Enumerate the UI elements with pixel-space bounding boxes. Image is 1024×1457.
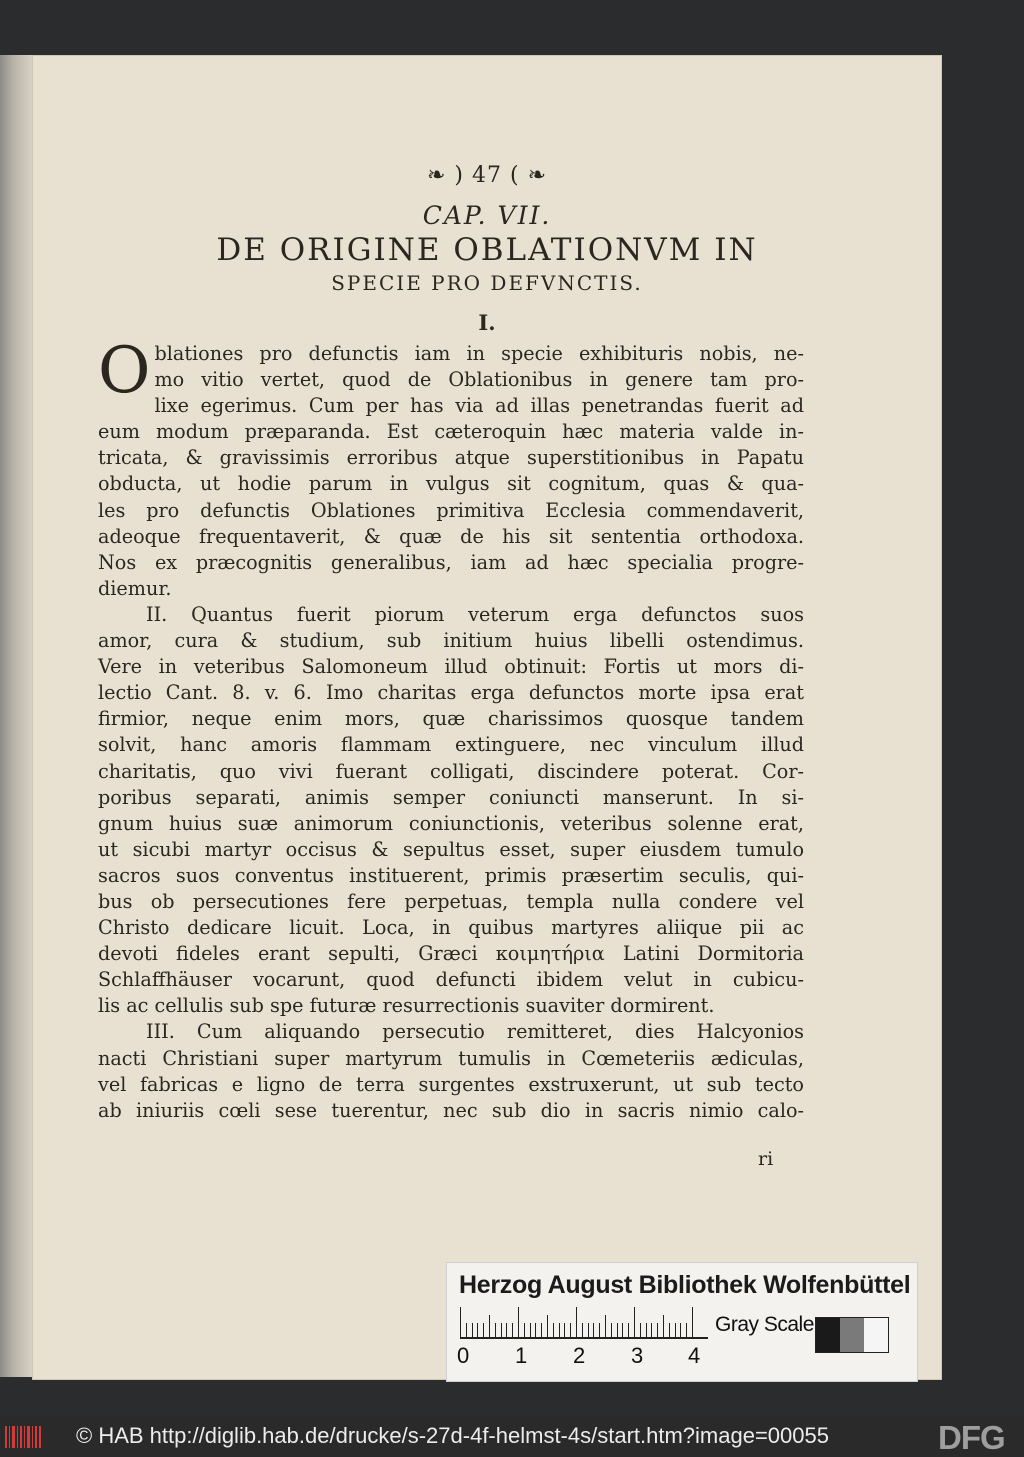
color-calibration-card	[446, 1262, 918, 1382]
footer-bar	[0, 1416, 1024, 1456]
card-title: Herzog August Bibliothek Wolfenbüttel	[459, 1271, 911, 1299]
text-line: tricata, & gravissimis erroribus atque superstitionibus in Papatu	[98, 446, 804, 470]
gray-swatch-light	[864, 1318, 888, 1352]
text-line: poribus separati, animis semper coniuncti manserunt. In si-	[98, 785, 804, 809]
text-line: Christo dedicare licuit. Loca, in quibus martyres aliique pii ac	[98, 916, 804, 940]
text-line: nacti Christiani super martyrum tumulis in Cœmeteriis ædiculas,	[98, 1046, 804, 1070]
ruler-tick	[634, 1307, 635, 1337]
text-line: ab iniuriis cœli sese tuerentur, nec sub dio in sacris nimio calo-	[98, 1098, 804, 1122]
scanned-page	[32, 55, 942, 1380]
ruler-tick	[680, 1323, 681, 1337]
ruler-tick	[669, 1323, 670, 1337]
ruler-tick	[657, 1323, 658, 1337]
ruler-number: 3	[631, 1343, 644, 1368]
catchword: ri	[758, 1148, 774, 1170]
ruler-number: 4	[688, 1343, 701, 1368]
ruler-number: 1	[515, 1343, 528, 1368]
ruler-tick	[541, 1323, 542, 1337]
ruler-tick	[518, 1307, 519, 1337]
text-line: blationes pro defunctis iam in specie exhibituris nobis, ne-	[154, 342, 804, 365]
text-line: obducta, ut hodie parum in vulgus sit cognitum, quas & qua-	[98, 472, 804, 496]
ruler-tick	[599, 1323, 600, 1337]
text-line: lectio Cant. 8. v. 6. Imo charitas erga defunctos morte ipsa erat	[98, 681, 804, 705]
ruler-tick	[506, 1323, 507, 1337]
section-number: I.	[478, 310, 496, 335]
text-line: bus ob persecutiones fere perpetuas, templa nulla condere vel	[98, 889, 804, 913]
ruler-tick	[483, 1323, 484, 1337]
ruler-tick	[559, 1323, 560, 1337]
gray-swatch-dark	[816, 1318, 840, 1352]
text-line: Nos ex præcognitis generalibus, iam ad hæc specialia progre-	[98, 550, 804, 574]
ruler-tick	[617, 1323, 618, 1337]
text-line: adeoque frequentaverit, & quæ de his sit sententia orthodoxa.	[98, 524, 804, 548]
ruler-tick	[530, 1323, 531, 1337]
ruler-tick	[663, 1315, 664, 1337]
ruler-tick	[489, 1315, 490, 1337]
ruler-tick	[576, 1307, 577, 1337]
text-line: vel fabricas e ligno de terra surgentes exstruxerunt, ut sub tecto	[98, 1072, 804, 1096]
ruler-tick	[553, 1323, 554, 1337]
ruler-tick	[460, 1307, 461, 1337]
ruler-tick	[651, 1323, 652, 1337]
ruler-tick	[512, 1323, 513, 1337]
ruler-tick	[524, 1323, 525, 1337]
text-line: eum modum præparanda. Est cæteroquin hæc materia valde in-	[98, 420, 804, 444]
body-text	[98, 334, 804, 1124]
ruler-tick	[477, 1323, 478, 1337]
chapter-title-line-1: DE ORIGINE OBLATIONVM IN	[216, 232, 758, 268]
ruler-tick	[622, 1323, 623, 1337]
ruler-tick	[501, 1323, 502, 1337]
text-line: solvit, hanc amoris flammam extinguere, nec vinculum illud	[98, 733, 804, 757]
ruler-tick	[570, 1323, 571, 1337]
ruler-tick	[640, 1323, 641, 1337]
gray-scale-label: Gray Scale	[715, 1313, 814, 1336]
ruler-tick	[535, 1323, 536, 1337]
ruler-tick	[692, 1307, 693, 1337]
chapter-label: CAP. VII.	[422, 201, 552, 230]
text-line: les pro defunctis Oblationes primitiva Ecclesia commendaverit,	[98, 498, 804, 522]
ruler-tick	[582, 1323, 583, 1337]
ruler-tick	[593, 1323, 594, 1337]
page-header: ❧ ) 47 ( ❧	[427, 163, 547, 188]
text-line: firmior, neque enim mors, quæ charissimos quosque tandem	[98, 707, 804, 731]
text-line: sacros suos conventus instituerent, primis præsertim seculis, qui-	[98, 863, 804, 887]
chapter-title-line-2: SPECIE PRO DEFVNCTIS.	[331, 271, 643, 295]
text-line: diemur.	[98, 576, 172, 600]
text-line: lis ac cellulis sub spe futuræ resurrectionis suaviter dormirent.	[98, 994, 715, 1018]
text-line: ut sicubi martyr occisus & sepultus esset, super eiusdem tumulo	[98, 837, 804, 861]
ruler-tick	[466, 1323, 467, 1337]
gray-swatch-mid	[840, 1318, 864, 1352]
barcode-icon	[4, 1424, 44, 1450]
ruler-tick	[675, 1323, 676, 1337]
gray-scale-swatches	[815, 1317, 889, 1353]
ruler-tick	[628, 1323, 629, 1337]
ruler-tick	[588, 1323, 589, 1337]
ruler-number: 0	[457, 1343, 470, 1368]
text-line: amor, cura & studium, sub initium huius libelli ostendimus.	[98, 629, 804, 653]
text-line: gnum huius suæ animorum coniunctionis, veteribus solenne erat,	[98, 811, 804, 835]
text-line: III. Cum aliquando persecutio remitteret, dies Halcyonios	[146, 1020, 804, 1044]
ruler-tick	[646, 1323, 647, 1337]
dfg-logo: DFG	[934, 1419, 1005, 1457]
text-line: mo vitio vertet, quod de Oblationibus in genere tam pro-	[154, 368, 804, 392]
text-line: Schlaffhäuser vocarunt, quod defuncti ibidem velut in cubicu-	[98, 968, 804, 992]
text-line: lixe egerimus. Cum per has via ad illas penetrandas fuerit ad	[154, 394, 804, 418]
ruler	[460, 1307, 708, 1339]
ruler-tick	[686, 1323, 687, 1337]
left-page-edge	[0, 55, 33, 1377]
ruler-tick	[611, 1323, 612, 1337]
footer-url[interactable]: © HAB http://diglib.hab.de/drucke/s-27d-4f-helmst-4s/start.htm?image=00055	[76, 1423, 829, 1448]
ruler-tick	[564, 1323, 565, 1337]
ruler-tick	[605, 1315, 606, 1337]
ruler-number: 2	[573, 1343, 586, 1368]
ruler-tick	[547, 1315, 548, 1337]
ruler-tick	[472, 1323, 473, 1337]
ruler-tick	[495, 1323, 496, 1337]
text-line: II. Quantus fuerit piorum veterum erga defunctos suos	[146, 602, 804, 626]
text-line: charitatis, quo vivi fuerant colligati, discindere poterat. Cor-	[98, 759, 804, 783]
drop-cap: O	[98, 334, 151, 408]
text-line: devoti fideles erant sepulti, Græci κοιμητήρια Latini Dormitoria	[98, 942, 804, 966]
text-line: Vere in veteribus Salomoneum illud obtinuit: Fortis ut mors di-	[98, 655, 804, 679]
